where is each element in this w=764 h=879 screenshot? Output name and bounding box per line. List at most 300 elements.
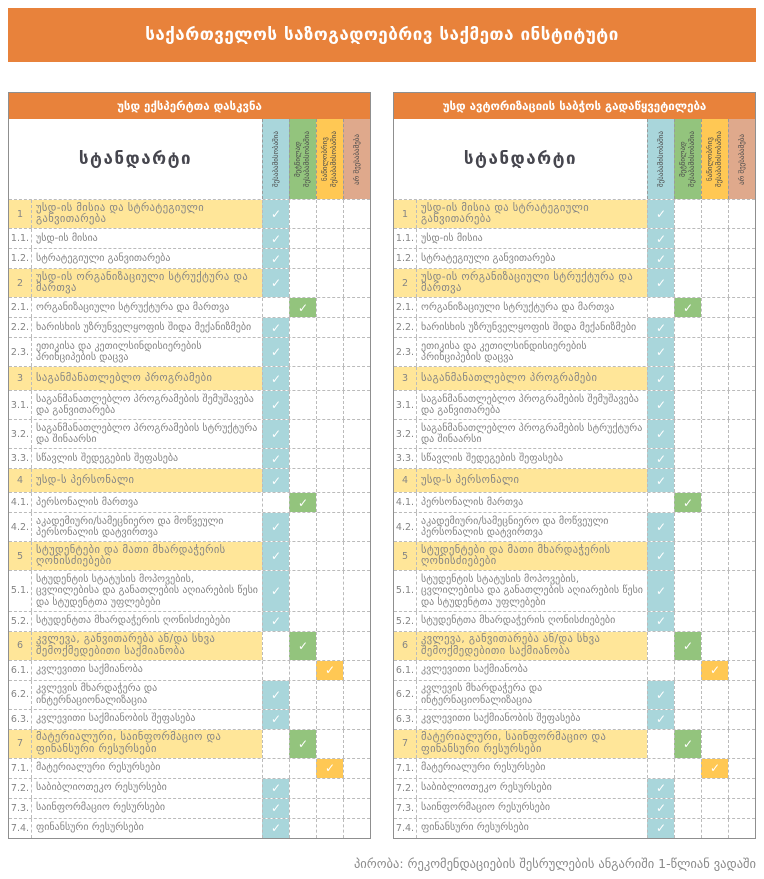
check-icon: ✓: [655, 451, 667, 466]
check-icon: ✓: [682, 736, 694, 751]
check-cell-non-compliant: [343, 632, 370, 660]
check-cell-compliant: [262, 338, 289, 366]
standard-label: სტუდენტთა მხარდაჭერის ღონისძიებები: [416, 612, 647, 631]
row-number: 6.2.: [10, 689, 30, 700]
check-cell-mostly-compliant: [674, 249, 701, 268]
check-cell-mostly-compliant: [289, 200, 316, 228]
check-cell-compliant: [647, 513, 674, 541]
check-cell-non-compliant: [343, 367, 370, 390]
check-cell-compliant: [647, 799, 674, 818]
standard-row: [394, 512, 755, 541]
standard-label: კვლევის მხარდაჭერა და ინტერნაციონალიზაცია: [416, 681, 647, 709]
standard-label: საგანმანათლებლო პროგრამები: [416, 367, 647, 390]
row-number: 4.2.: [10, 521, 30, 533]
check-cell-compliant: [262, 200, 289, 228]
check-cell-partially-compliant: [701, 542, 728, 570]
check-cell-partially-compliant: [701, 799, 728, 818]
check-cell-compliant: [262, 298, 289, 317]
standard-label: ხარისხის უზრუნველყოფის შიდა მექანიზმები: [31, 318, 262, 337]
check-cell-partially-compliant: [701, 249, 728, 268]
check-cell-mostly-compliant: [674, 318, 701, 337]
standard-label: ხარისხის უზრუნველყოფის შიდა მექანიზმები: [416, 318, 647, 337]
check-cell-partially-compliant: [316, 338, 343, 366]
check-icon: ✓: [655, 251, 667, 266]
standard-label: უსდ-ის მისია და სტრატეგიული განვითარება: [416, 200, 647, 228]
row-number: 3.3.: [10, 453, 30, 464]
standard-label: ფინანსური რესურსები: [31, 819, 262, 838]
check-cell-partially-compliant: [316, 819, 343, 838]
check-cell-non-compliant: [728, 571, 755, 611]
standard-label: კვლევითი საქმიანობის შეფასება: [31, 710, 262, 729]
check-cell-compliant: [647, 298, 674, 317]
check-cell-non-compliant: [728, 391, 755, 419]
standard-row: [9, 631, 370, 660]
check-cell-compliant: [262, 710, 289, 729]
standard-row: [394, 631, 755, 660]
row-number: 7.4.: [10, 822, 30, 834]
check-cell-mostly-compliant: [289, 269, 316, 297]
row-number: 6: [394, 632, 416, 660]
check-icon: ✓: [270, 207, 282, 221]
check-cell-mostly-compliant: [289, 318, 316, 337]
check-cell-compliant: [647, 318, 674, 337]
standard-row: [9, 317, 370, 337]
standard-label: სწავლის შედეგების შეფასება: [416, 449, 647, 468]
check-cell-partially-compliant: [701, 469, 728, 492]
check-cell-compliant: [647, 469, 674, 492]
check-cell-mostly-compliant: [674, 542, 701, 570]
check-cell-mostly-compliant: [289, 229, 316, 248]
check-cell-compliant: [647, 612, 674, 631]
check-icon: ✓: [655, 371, 667, 386]
check-cell-mostly-compliant: [289, 632, 316, 660]
standard-column-header: სტანდარტი: [463, 149, 578, 169]
check-cell-partially-compliant: [316, 229, 343, 248]
standard-row: [394, 541, 755, 570]
check-cell-partially-compliant: [701, 612, 728, 631]
check-cell-mostly-compliant: [289, 612, 316, 631]
standard-row: [394, 366, 755, 390]
check-cell-compliant: [262, 493, 289, 512]
check-cell-mostly-compliant: [674, 661, 701, 680]
check-cell-compliant: [262, 612, 289, 631]
check-cell-non-compliant: [728, 799, 755, 818]
standard-row: [394, 798, 755, 818]
standard-row: [394, 419, 755, 448]
check-cell-non-compliant: [728, 269, 755, 297]
check-icon: ✓: [655, 583, 667, 598]
check-cell-mostly-compliant: [289, 493, 316, 512]
check-cell-compliant: [647, 759, 674, 778]
check-cell-partially-compliant: [701, 367, 728, 390]
check-cell-partially-compliant: [316, 493, 343, 512]
check-icon: ✓: [655, 614, 667, 628]
check-icon: ✓: [655, 207, 667, 221]
row-number: 7.3.: [10, 802, 30, 814]
check-cell-non-compliant: [728, 730, 755, 758]
row-number: 6.1.: [10, 664, 30, 676]
check-cell-mostly-compliant: [289, 420, 316, 448]
check-cell-compliant: [262, 632, 289, 660]
check-icon: ✓: [270, 320, 282, 335]
column-header-mostly-compliant: [289, 119, 316, 199]
check-cell-compliant: [647, 420, 674, 448]
standard-label: უსდ-ის მისია: [416, 229, 647, 248]
check-cell-mostly-compliant: [289, 391, 316, 419]
standard-row: [9, 798, 370, 818]
check-cell-partially-compliant: [701, 632, 728, 660]
check-cell-compliant: [262, 661, 289, 680]
check-cell-non-compliant: [343, 200, 370, 228]
check-cell-compliant: [647, 367, 674, 390]
check-cell-mostly-compliant: [674, 819, 701, 838]
check-cell-compliant: [262, 420, 289, 448]
standard-label: უსდ-ს პერსონალი: [31, 469, 262, 492]
standard-row: [9, 200, 370, 228]
standard-label: პერსონალის მართვა: [416, 493, 647, 512]
column-header-label: არ შეესაბამება: [352, 133, 361, 185]
check-cell-partially-compliant: [316, 249, 343, 268]
check-cell-mostly-compliant: [674, 469, 701, 492]
assessment-tables: [8, 92, 756, 839]
check-cell-mostly-compliant: [674, 571, 701, 611]
check-cell-compliant: [647, 710, 674, 729]
standard-row: [394, 268, 755, 297]
check-cell-non-compliant: [728, 681, 755, 709]
standard-label: სტუდენტის სტატუსის მოპოვების, ცვლილებისა და განათლების აღიარების წესი და სტუდენტთა უფლებები: [31, 571, 262, 611]
check-icon: ✓: [297, 736, 309, 751]
check-cell-mostly-compliant: [674, 681, 701, 709]
standard-row: [394, 709, 755, 729]
check-cell-mostly-compliant: [289, 779, 316, 798]
row-number: 4.1.: [10, 497, 30, 508]
check-icon: ✓: [655, 276, 667, 290]
standard-row: [9, 492, 370, 512]
standard-row: [9, 337, 370, 366]
check-cell-mostly-compliant: [289, 710, 316, 729]
check-cell-partially-compliant: [701, 819, 728, 838]
check-icon: ✓: [270, 549, 282, 563]
check-cell-mostly-compliant: [674, 269, 701, 297]
standard-label: მატერიალური, საინფორმაციო და ფინანსური რესურსები: [416, 730, 647, 758]
standard-row: [394, 317, 755, 337]
row-number: 7.3.: [395, 802, 415, 814]
standard-label: საბიბლიოთეკო რესურსები: [31, 779, 262, 798]
check-cell-non-compliant: [343, 298, 370, 317]
check-cell-non-compliant: [728, 493, 755, 512]
check-cell-non-compliant: [728, 542, 755, 570]
row-number: 5.2.: [395, 615, 415, 627]
check-cell-compliant: [262, 759, 289, 778]
check-icon: ✓: [655, 712, 667, 726]
check-icon: ✓: [270, 781, 282, 795]
check-cell-partially-compliant: [701, 269, 728, 297]
check-cell-non-compliant: [343, 730, 370, 758]
standard-row: [9, 778, 370, 798]
check-cell-non-compliant: [343, 229, 370, 248]
standard-column-header: სტანდარტი: [78, 149, 193, 169]
standard-row: [9, 660, 370, 680]
check-cell-compliant: [647, 632, 674, 660]
check-cell-compliant: [647, 730, 674, 758]
row-number: 4: [9, 469, 31, 492]
row-number: 2.3.: [10, 346, 30, 358]
check-cell-non-compliant: [343, 318, 370, 337]
check-cell-mostly-compliant: [674, 759, 701, 778]
check-icon: ✓: [297, 638, 309, 653]
check-cell-mostly-compliant: [674, 612, 701, 631]
column-header-label: ნაწილობრივ შესაბამისობაშია: [321, 131, 338, 187]
check-icon: ✓: [297, 495, 309, 510]
check-icon: ✓: [270, 687, 282, 702]
check-cell-non-compliant: [728, 229, 755, 248]
check-icon: ✓: [655, 231, 667, 246]
check-cell-partially-compliant: [701, 200, 728, 228]
standard-label: საინფორმაციო რესურსები: [31, 799, 262, 818]
row-number: 7.2.: [395, 782, 415, 794]
row-number: 2.1.: [395, 302, 415, 313]
check-cell-mostly-compliant: [674, 779, 701, 798]
check-cell-partially-compliant: [316, 391, 343, 419]
check-cell-non-compliant: [343, 493, 370, 512]
check-cell-non-compliant: [343, 338, 370, 366]
standard-row: [9, 541, 370, 570]
check-cell-partially-compliant: [701, 779, 728, 798]
check-cell-partially-compliant: [316, 612, 343, 631]
standard-row: [394, 468, 755, 492]
row-number: 5.1.: [395, 585, 415, 597]
check-cell-non-compliant: [343, 819, 370, 838]
standard-label: უსდ-ის მისია და სტრატეგიული განვითარება: [31, 200, 262, 228]
check-cell-partially-compliant: [701, 710, 728, 729]
table-header: [394, 119, 755, 200]
row-number: 6.1.: [395, 664, 415, 676]
check-cell-mostly-compliant: [289, 513, 316, 541]
check-cell-mostly-compliant: [289, 469, 316, 492]
check-cell-partially-compliant: [701, 661, 728, 680]
standard-label: საგანმანათლებლო პროგრამების შემუშავება და განვითარება: [416, 391, 647, 419]
standard-row: [394, 778, 755, 798]
check-cell-partially-compliant: [701, 681, 728, 709]
check-cell-partially-compliant: [701, 730, 728, 758]
check-cell-compliant: [647, 269, 674, 297]
row-number: 5: [394, 542, 416, 570]
check-cell-partially-compliant: [316, 269, 343, 297]
check-cell-compliant: [262, 367, 289, 390]
check-icon: ✓: [270, 371, 282, 386]
row-number: 6.3.: [10, 713, 30, 725]
check-cell-compliant: [647, 249, 674, 268]
row-number: 7: [394, 730, 416, 758]
check-cell-compliant: [262, 391, 289, 419]
standard-label: კვლევა, განვითარება ან/და სხვა შემოქმედებითი საქმიანობა: [31, 632, 262, 660]
column-header-non-compliant: [343, 119, 370, 199]
standard-label: აკადემიური/სამეცნიერო და მოწვეული პერსონალის დატვირთვა: [31, 513, 262, 541]
standard-row: [9, 611, 370, 631]
check-cell-compliant: [647, 661, 674, 680]
check-cell-partially-compliant: [701, 229, 728, 248]
standard-label: უსდ-ის მისია: [31, 229, 262, 248]
row-number: 1.1.: [395, 233, 415, 244]
column-header-partially-compliant: [316, 119, 343, 199]
check-cell-non-compliant: [728, 759, 755, 778]
standard-row: [394, 492, 755, 512]
check-cell-partially-compliant: [701, 391, 728, 419]
row-number: 2.2.: [395, 322, 415, 333]
check-cell-mostly-compliant: [674, 229, 701, 248]
check-cell-mostly-compliant: [289, 799, 316, 818]
standard-row: [9, 228, 370, 248]
check-cell-partially-compliant: [701, 571, 728, 611]
check-cell-non-compliant: [343, 661, 370, 680]
row-number: 3.1.: [10, 399, 30, 411]
institute-title: საქართველოს საზოგადოებრივ საქმეთა ინსტიტუტი: [145, 25, 619, 45]
check-cell-mostly-compliant: [289, 730, 316, 758]
standard-label: კვლევა, განვითარება ან/და სხვა შემოქმედებითი საქმიანობა: [416, 632, 647, 660]
row-number: 7.1.: [395, 762, 415, 774]
check-icon: ✓: [270, 251, 282, 266]
check-icon: ✓: [270, 801, 282, 815]
check-cell-partially-compliant: [316, 779, 343, 798]
check-icon: ✓: [655, 801, 667, 815]
standard-label: საინფორმაციო რესურსები: [416, 799, 647, 818]
standard-row: [9, 468, 370, 492]
check-cell-non-compliant: [343, 469, 370, 492]
standard-row: [394, 818, 755, 838]
check-icon: ✓: [270, 276, 282, 290]
standard-row: [394, 611, 755, 631]
standard-row: [394, 390, 755, 419]
column-header-label: არ შეესაბამება: [737, 133, 746, 185]
check-cell-partially-compliant: [701, 493, 728, 512]
column-header-label: შესაბამისობაშია: [271, 131, 280, 187]
check-cell-non-compliant: [728, 449, 755, 468]
standard-row: [394, 448, 755, 468]
check-cell-mostly-compliant: [674, 338, 701, 366]
row-number: 4.1.: [395, 497, 415, 508]
row-number: 4: [394, 469, 416, 492]
check-cell-partially-compliant: [316, 318, 343, 337]
check-cell-compliant: [647, 449, 674, 468]
check-icon: ✓: [655, 320, 667, 335]
check-icon: ✓: [270, 583, 282, 598]
standard-row: [394, 297, 755, 317]
check-cell-mostly-compliant: [289, 338, 316, 366]
check-cell-non-compliant: [728, 710, 755, 729]
check-icon: ✓: [270, 451, 282, 466]
check-cell-compliant: [262, 513, 289, 541]
check-cell-mostly-compliant: [289, 298, 316, 317]
check-cell-compliant: [647, 229, 674, 248]
standard-label: საგანმანათლებლო პროგრამების სტრუქტურა და შინაარსი: [31, 420, 262, 448]
standard-label: კვლევითი საქმიანობა: [31, 661, 262, 680]
check-cell-non-compliant: [343, 420, 370, 448]
check-cell-compliant: [262, 542, 289, 570]
check-cell-mostly-compliant: [289, 819, 316, 838]
standard-row: [9, 758, 370, 778]
row-number: 1: [9, 200, 31, 228]
check-icon: ✓: [270, 345, 282, 359]
check-cell-mostly-compliant: [674, 420, 701, 448]
standard-label: ორგანიზაციული სტრუქტურა და მართვა: [416, 298, 647, 317]
table-title-experts: უსდ ექსპერტთა დასკვნა: [9, 93, 370, 119]
table-title-council: უსდ ავტორიზაციის საბჭოს გადაწყვეტილება: [394, 93, 755, 119]
check-cell-partially-compliant: [316, 367, 343, 390]
standard-row: [9, 729, 370, 758]
standard-label: საბიბლიოთეკო რესურსები: [416, 779, 647, 798]
standard-row: [9, 366, 370, 390]
column-header-label: მეტწილად შესაბამისობაშია: [294, 131, 311, 187]
row-number: 2: [9, 269, 31, 297]
row-number: 2.3.: [395, 346, 415, 358]
check-icon: ✓: [709, 663, 721, 677]
check-cell-non-compliant: [343, 612, 370, 631]
check-cell-partially-compliant: [316, 542, 343, 570]
check-cell-non-compliant: [728, 200, 755, 228]
standard-row: [9, 448, 370, 468]
standard-row: [9, 512, 370, 541]
check-cell-mostly-compliant: [289, 759, 316, 778]
check-cell-mostly-compliant: [289, 661, 316, 680]
check-cell-compliant: [647, 542, 674, 570]
standard-row: [394, 570, 755, 611]
check-cell-mostly-compliant: [289, 449, 316, 468]
row-number: 3.2.: [10, 428, 30, 440]
row-number: 6: [9, 632, 31, 660]
row-number: 2: [394, 269, 416, 297]
check-icon: ✓: [655, 821, 667, 835]
standard-row: [9, 248, 370, 268]
standard-label: მატერიალური რესურსები: [31, 759, 262, 778]
check-cell-mostly-compliant: [674, 493, 701, 512]
standard-label: სტუდენტთა მხარდაჭერის ღონისძიებები: [31, 612, 262, 631]
check-cell-non-compliant: [343, 799, 370, 818]
check-cell-compliant: [262, 571, 289, 611]
row-number: 3.2.: [395, 428, 415, 440]
standard-row: [9, 268, 370, 297]
standard-row: [9, 570, 370, 611]
standard-label: საგანმანათლებლო პროგრამების შემუშავება და განვითარება: [31, 391, 262, 419]
check-icon: ✓: [655, 473, 667, 488]
check-cell-non-compliant: [343, 710, 370, 729]
column-header-compliant: [262, 119, 289, 199]
check-icon: ✓: [709, 761, 721, 775]
check-cell-compliant: [262, 449, 289, 468]
check-cell-partially-compliant: [316, 420, 343, 448]
row-number: 1.1.: [10, 233, 30, 244]
check-cell-partially-compliant: [316, 571, 343, 611]
row-number: 3.1.: [395, 399, 415, 411]
row-number: 6.2.: [395, 689, 415, 700]
row-number: 2.1.: [10, 302, 30, 313]
check-cell-mostly-compliant: [674, 449, 701, 468]
standard-label: უსდ-ის ორგანიზაციული სტრუქტურა და მართვა: [416, 269, 647, 297]
check-cell-mostly-compliant: [674, 200, 701, 228]
check-cell-non-compliant: [728, 338, 755, 366]
check-cell-partially-compliant: [316, 200, 343, 228]
row-number: 7: [9, 730, 31, 758]
check-cell-compliant: [262, 681, 289, 709]
check-cell-partially-compliant: [701, 513, 728, 541]
check-cell-mostly-compliant: [289, 571, 316, 611]
check-cell-non-compliant: [728, 367, 755, 390]
check-cell-non-compliant: [343, 513, 370, 541]
check-icon: ✓: [655, 549, 667, 563]
column-header-non-compliant: [728, 119, 755, 199]
row-number: 7.1.: [10, 762, 30, 774]
standard-row: [9, 390, 370, 419]
check-cell-partially-compliant: [701, 318, 728, 337]
